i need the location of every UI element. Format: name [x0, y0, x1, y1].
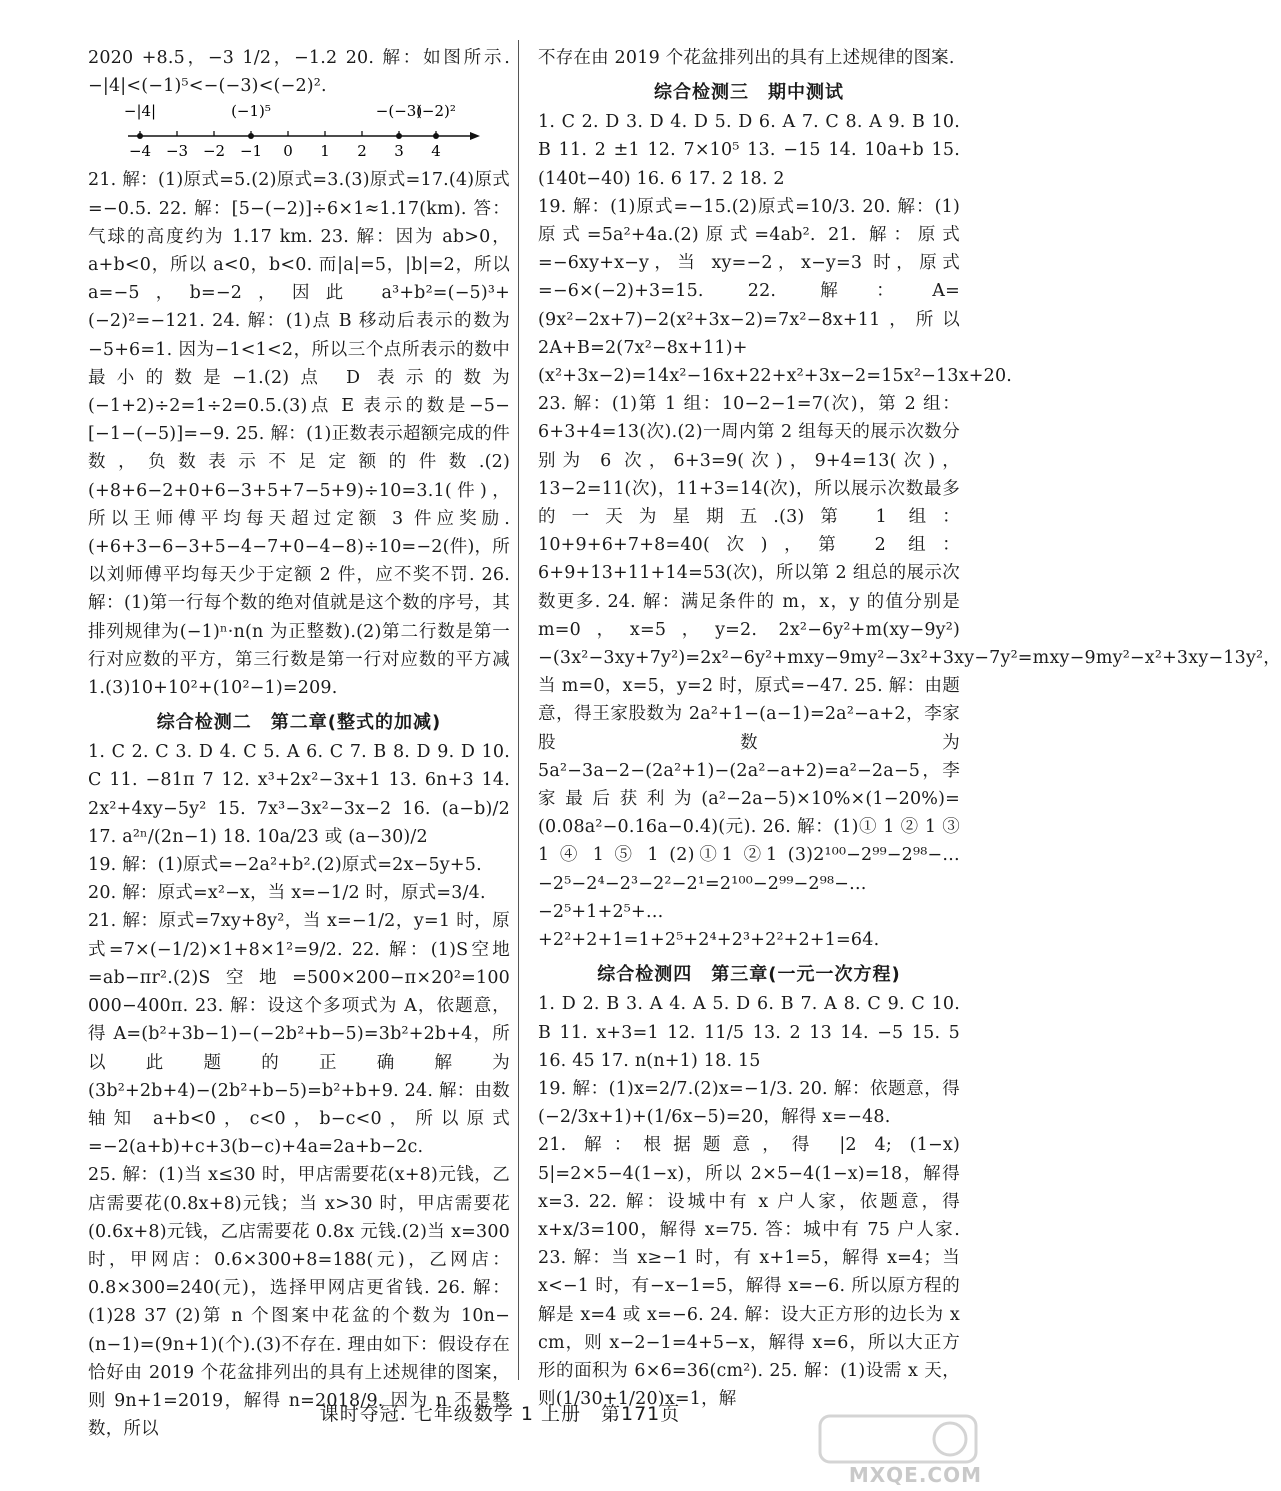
answer-paragraph: 19. 解：(1)x=2/7.(2)x=−1/3. 20. 解：依题意，得(−2/3x+1)+(1/6x−5)=20，解得 x=−48. [538, 1078, 960, 1128]
watermark-url: MXQE.COM [848, 1463, 982, 1487]
number-line-point-label: −(−3) [375, 102, 423, 121]
number-line-tick-label: 4 [431, 142, 441, 161]
answer-paragraph: 19. 解：(1)原式=−15.(2)原式=10/3. 20. 解：(1)原式=5a²+4a.(2)原式=4ab². 21. 解：原式=−6xy+x−y，当 xy=−2，x−y=3 时，原式=−6×(−2)+3=15. 22. 解：A=(9x²−2x+7)−2(x²+3x−2)=7x²−8x+11，所以 2A+B=2(7x²−8x+11)+(x²+3x−2)=14x²−16x+22+x²+3x−2=15x²−13x+20. 23. 解：(1)第 1 组：10−2−1=7(次)，第 2 组：6+3+4=13(次).(2)一周内第 2 组每天的展示次数分别为 6 次，6+3=9(次)，9+4=13(次)，13−2=11(次)，11+3=14(次)，所以展示次数最多的一天为星期五.(3)第 1 组：10+9+6+7+8=40(次)，第 2 组：6+9+13+11+14=53(次)，所以第 2 组总的展示次数更多. 24. 解：满足条件的 m，x，y 的值分别是 m=0，x=5，y=2. 2x²−6y²+m(xy−9y²)−(3x²−3xy+7y²)=2x²−6y²+mxy−9my²−3x²+3xy−7y²=mxy−9my²−x²+3xy−13y²，当 m=0，x=5，y=2 时，原式=−47. 25. 解：由题意，得王家股数为 2a²+1−(a−1)=2a²−a+2，李家股数为 5a²−3a−2−(2a²+1)−(2a²−a+2)=a²−2a−5，李家最后获利为(a²−2a−5)×10%×(1−20%)=(0.08a²−0.16a−0.4)(元). 26. 解：(1)① 1 ② 1 ③ 1 ④ 1 ⑤ 1 (2)①1 ②1 (3)2¹⁰⁰−2⁹⁹−2⁹⁸−…−2⁵−2⁴−2³−2²−2¹=2¹⁰⁰−2⁹⁹−2⁹⁸−…−2⁵+1+2⁵+…+2²+2+1=1+2⁵+2⁴+2³+2²+2+1=64. [538, 196, 1281, 951]
answer-paragraph: 21. 解：(1)原式=5.(2)原式=3.(3)原式=17.(4)原式=−0.5. 22. 解：[5−(−2)]÷6×1≈1.17(km). 答：气球的高度约为 1.17 km. 23. 解：因为 ab>0，a+b<0，所以 a<0，b<0. 而|a|=5，|b|=2，所以 a=−5，b=−2，因此 a³+b²=(−5)³+(−2)²=−121. 24. 解：(1)点 B 移动后表示的数为−5+6=1. 因为−1<1<2，所以三个点所表示的数中最小的数是−1.(2)点 D 表示的数为(−1+2)÷2=1÷2=0.5.(3)点 E 表示的数是−5−[−1−(−5)]=−9. 25. 解：(1)正数表示超额完成的件数，负数表示不足定额的件数.(2)(+8+6−2+0+6−3+5+7−5+9)÷10=3.1(件)，所以王师傅平均每天超过定额 3 件应奖励.(+6+3−6−3+5−4−7+0−4−8)÷10=−2(件)，所以刘师傅平均每天少于定额 2 件，应不奖不罚. 26. 解：(1)第一行每个数的绝对值就是这个数的序号，其排列规律为(−1)ⁿ·n(n 为正整数).(2)第二行数是第一行对应数的平方，第三行数是第一行对应数的平方减 1.(3)10+10²+(10²−1)=209. [88, 170, 510, 699]
section-title: 综合检测二 第二章(整式的加减) [156, 712, 442, 734]
number-line-point [433, 133, 439, 139]
number-line-figure [108, 102, 488, 162]
number-line-tick-label: 2 [357, 142, 367, 161]
column-divider [518, 40, 519, 1380]
number-line-tick-label: 0 [283, 142, 293, 161]
answer-paragraph: 25. 解：(1)当 x≤30 时，甲店需要花(x+8)元钱，乙店需要花(0.8x+8)元钱；当 x>30 时，甲店需要花(0.6x+8)元钱，乙店需要花 0.8x 元钱.(2)当 x=300 时，甲网店：0.6×300+8=188(元)，乙网店：0.8×300=240(元)，选择甲网店更省钱. 26. 解：(1)28 37 (2)第 n 个图案中花盆的个数为 10n−(n−1)=(9n+1)(个).(3)不存在. 理由如下：假设存在恰好由 2019 个花盆排列出的具有上述规律的图案，则 9n+1=2019，解得 n=2018/9. 因为 n 不是整数，所以 [88, 1165, 510, 1440]
number-line-point [137, 133, 143, 139]
answer-paragraph: 1. C 2. D 3. D 4. D 5. D 6. A 7. C 8. A 9. B 10. B 11. 2 ±1 12. 7×10⁵ 13. −15 14. 10a+b 15. (140t−40) 16. 6 17. 2 18. 2 [538, 112, 960, 189]
number-line-tick-label: −3 [165, 142, 189, 161]
answer-paragraph: 21. 解：根据题意，得 |2 4; (1−x) 5|=2×5−4(1−x)，所以 2×5−4(1−x)=18，解得 x=3. 22. 解：设城中有 x 户人家，依题意，得 x+x/3=100，解得 x=75. 答：城中有 75 户人家. 23. 解：当 x≥−1 时，有 x+1=5，解得 x=4；当 x<−1 时，有−x−1=5，解得 x=−6. 所以原方程的解是 x=4 或 x=−6. 24. 解：设大正方形的边长为 x cm，则 x−2−1=4+5−x，解得 x=6，所以大正方形的面积为 6×6=36(cm²). 25. 解：(1)设需 x 天，则(1/30+1/20)x=1，解 [538, 1135, 960, 1410]
number-line-tick-label: −1 [239, 142, 263, 161]
section-title: 综合检测四 第三章(一元一次方程) [597, 964, 901, 986]
number-line-point [248, 133, 254, 139]
answer-paragraph: 20. 解：原式=x²−x，当 x=−1/2 时，原式=3/4. [88, 883, 486, 904]
number-line-tick-label: 3 [394, 142, 404, 161]
number-line-point-label: (−1)⁵ [231, 102, 271, 121]
number-line-point-label: (−2)² [416, 102, 456, 121]
number-line-tick-label: −4 [128, 142, 152, 161]
left-column [88, 44, 510, 1443]
section-title: 综合检测三 期中测试 [654, 82, 844, 104]
answer-paragraph: 21. 解：原式=7xy+8y²，当 x=−1/2，y=1 时，原式=7×(−1/2)×1+8×1²=9/2. 22. 解：(1)S空地=ab−πr².(2)S空地=500×200−π×20²=100 000−400π. 23. 解：设这个多项式为 A，依题意，得 A=(b²+3b−1)−(−2b²+b−5)=3b²+2b+4，所以此题的正确解为(3b²+2b+4)−(2b²+b−5)=b²+b+9. 24. 解：由数轴知 a+b<0，c<0，b−c<0，所以原式=−2(a+b)+c+3(b−c)+4a=2a+b−2c. [88, 911, 510, 1158]
answer-paragraph: 19. 解：(1)原式=−2a²+b².(2)原式=2x−5y+5. [88, 855, 482, 876]
number-line-point [396, 133, 402, 139]
page-footer: 课时夺冠. 七年级数学 1 上册 第171页 [319, 1403, 681, 1425]
number-line-svg [108, 102, 488, 162]
answer-paragraph: 1. C 2. C 3. D 4. C 5. A 6. C 7. B 8. D 9. D 10. C 11. −81π 7 12. x³+2x²−3x+1 13. 6n+3 14. 2x²+4xy−5y² 15. 7x³−3x²−3x−2 16. (a−b)/2 17. a²ⁿ/(2n−1) 18. 10a/23 或 (a−30)/2 [88, 742, 510, 847]
answer-paragraph: 1. D 2. B 3. A 4. A 5. D 6. B 7. A 8. C 9. C 10. B 11. x+3=1 12. 11/5 13. 2 13 14. −5 15. 5 16. 45 17. n(n+1) 18. 15 [538, 994, 960, 1071]
number-line-tick-label: −2 [202, 142, 226, 161]
number-line-point-label: −|4| [123, 102, 157, 121]
number-line-tick-label: 1 [320, 142, 330, 161]
answer-paragraph: 不存在由 2019 个花盆排列出的具有上述规律的图案. [538, 48, 955, 68]
right-column [538, 44, 1281, 1413]
answer-paragraph: 2020 +8.5，−3 1/2，−1.2 20. 解：如图所示. −|4|<(−1)⁵<−(−3)<(−2)². [88, 48, 510, 97]
